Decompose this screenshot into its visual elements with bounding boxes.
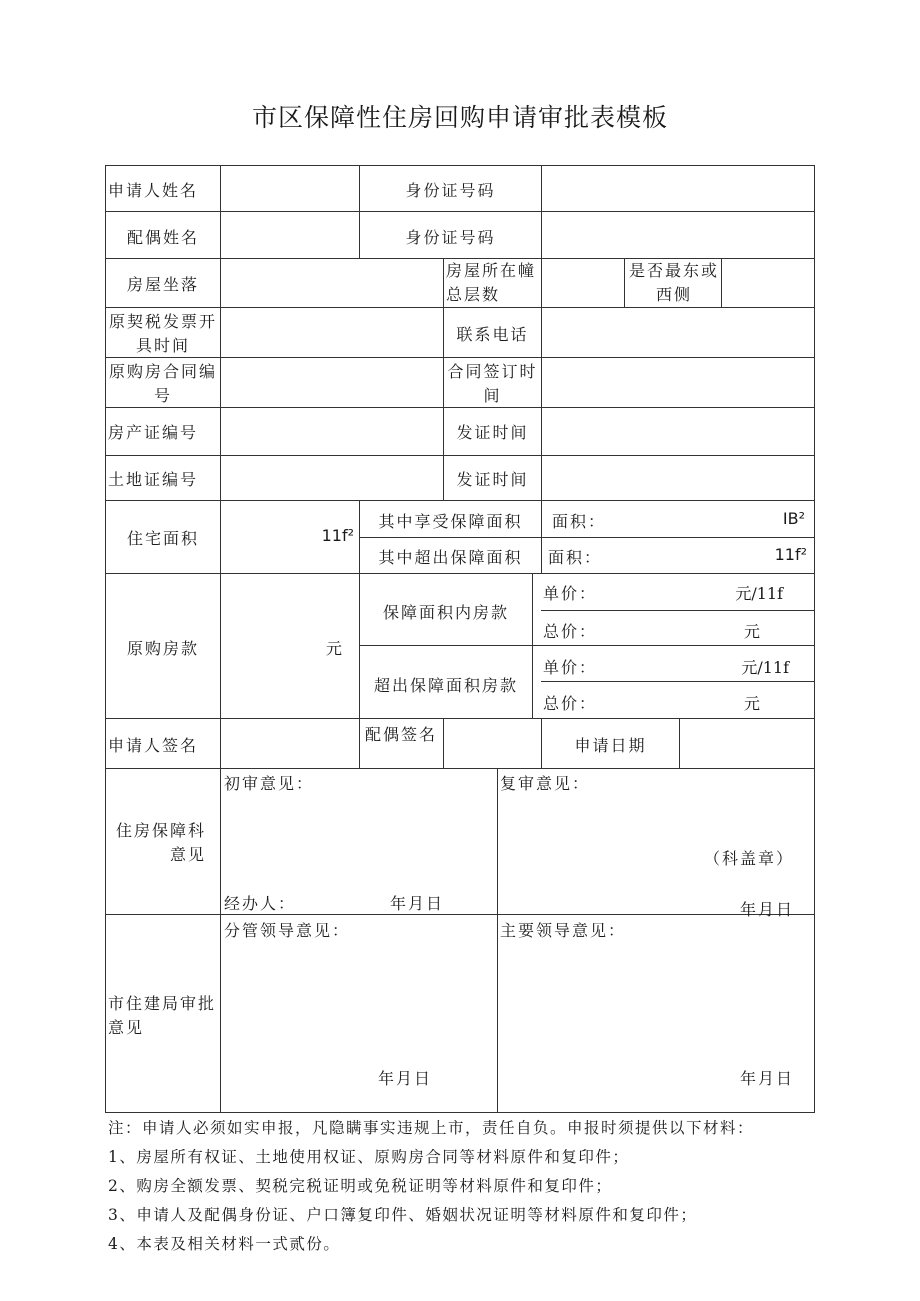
- east-west-side-label: 是否最东或西侧: [628, 261, 719, 304]
- row-divider: [105, 500, 815, 501]
- guaranteed-area-field-label: 面积：: [552, 512, 607, 531]
- total-price-field-1[interactable]: 元: [743, 622, 762, 641]
- property-cert-no-field[interactable]: [221, 408, 443, 455]
- housing-section-opinion-label: 住房保障科意见: [115, 821, 206, 864]
- guaranteed-area-unit[interactable]: IB²: [782, 509, 805, 528]
- note-line: 注：申请人必须如实申报，凡隐瞒事实违规上市，责任自负。申报时须提供以下材料：: [108, 1119, 755, 1137]
- excess-area-label: 其中超出保障面积: [378, 548, 523, 567]
- spouse-sign-field[interactable]: [444, 719, 541, 768]
- unit-price-label-1: 单价：: [543, 584, 598, 603]
- applicant-name-field[interactable]: [221, 166, 359, 211]
- excess-price-label: 超出保障面积房款: [373, 676, 518, 695]
- residential-area-label: 住宅面积: [126, 529, 199, 548]
- applicant-sign-field[interactable]: [221, 719, 359, 768]
- house-location-field[interactable]: [221, 259, 443, 307]
- second-review-label: 复审意见：: [500, 774, 591, 793]
- spouse-name-label: 配偶姓名: [126, 228, 199, 247]
- row-divider: [105, 768, 815, 769]
- tax-invoice-time-field[interactable]: [221, 308, 443, 357]
- house-location-label: 房屋坐落: [126, 275, 199, 294]
- main-leader-field[interactable]: [498, 940, 814, 1060]
- bureau-approval-label: 市住建局审批意见: [108, 994, 217, 1037]
- column-divider: [359, 718, 360, 768]
- unit-price-field-2[interactable]: 元/11f: [741, 658, 789, 677]
- date-2: 年月日: [740, 900, 795, 919]
- land-cert-no-label: 土地证编号: [108, 470, 199, 489]
- handler-label: 经办人：: [224, 894, 297, 913]
- row-divider: [359, 537, 815, 538]
- applicant-name-label: 申请人姓名: [108, 181, 199, 200]
- note-line: 2、购房全额发票、契税完税证明或免税证明等材料原件和复印件；: [108, 1177, 613, 1195]
- guaranteed-area-label: 其中享受保障面积: [378, 512, 523, 531]
- property-issue-time-field[interactable]: [542, 408, 814, 455]
- excess-area-field-label: 面积：: [548, 548, 603, 567]
- east-west-side-field[interactable]: [722, 259, 814, 307]
- column-divider: [624, 258, 625, 307]
- land-cert-no-field[interactable]: [221, 456, 443, 500]
- original-price-unit[interactable]: 元: [325, 639, 344, 658]
- total-floors-label: 房屋所在幢总层数: [446, 261, 537, 304]
- total-price-label-1: 总价：: [543, 622, 598, 641]
- row-divider: [359, 645, 815, 646]
- row-divider: [541, 681, 815, 682]
- date-4: 年月日: [740, 1069, 795, 1088]
- id-number-label: 身份证号码: [405, 181, 496, 200]
- note-line: 1、房屋所有权证、土地使用权证、原购房合同等材料原件和复印件；: [108, 1148, 630, 1166]
- total-price-label-2: 总价：: [543, 694, 598, 713]
- table-border-bottom: [105, 1112, 815, 1113]
- total-price-field-2[interactable]: 元: [743, 694, 762, 713]
- leader-in-charge-label: 分管领导意见：: [224, 921, 351, 940]
- row-divider: [541, 610, 815, 611]
- column-divider: [532, 573, 533, 718]
- section-seal-label: （科盖章）: [704, 849, 795, 868]
- page-title: 市区保障性住房回购申请审批表模板: [251, 103, 668, 132]
- note-line: 4、本表及相关材料一式贰份。: [108, 1235, 341, 1253]
- table-border-right: [814, 165, 815, 1113]
- original-price-label: 原购房款: [126, 639, 199, 658]
- contract-sign-time-label: 合同签订时间: [447, 362, 538, 405]
- residential-area-unit[interactable]: 11f²: [321, 526, 354, 545]
- phone-label: 联系电话: [456, 325, 529, 344]
- unit-price-field-1[interactable]: 元/11f: [735, 584, 783, 603]
- main-leader-label: 主要领导意见：: [500, 921, 627, 940]
- applicant-sign-label: 申请人签名: [108, 736, 199, 755]
- property-cert-no-label: 房产证编号: [108, 423, 199, 442]
- spouse-name-field[interactable]: [221, 212, 359, 258]
- contract-sign-time-field[interactable]: [542, 358, 814, 407]
- within-price-label: 保障面积内房款: [382, 603, 509, 622]
- land-issue-time-label: 发证时间: [456, 470, 529, 489]
- land-issue-time-field[interactable]: [542, 456, 814, 500]
- spouse-id-number-field[interactable]: [542, 212, 814, 258]
- property-issue-time-label: 发证时间: [456, 423, 529, 442]
- apply-date-field[interactable]: [680, 719, 814, 768]
- phone-field[interactable]: [542, 308, 814, 357]
- row-divider: [105, 914, 815, 915]
- tax-invoice-time-label: 原契税发票开具时间: [108, 312, 217, 355]
- date-3: 年月日: [378, 1069, 433, 1088]
- first-review-field[interactable]: [221, 790, 497, 885]
- first-review-label: 初审意见：: [224, 774, 315, 793]
- spouse-sign-label: 配偶签名: [365, 725, 438, 744]
- excess-area-unit[interactable]: 11f²: [774, 545, 807, 564]
- note-line: 3、申请人及配偶身份证、户口簿复印件、婚姻状况证明等材料原件和复印件；: [108, 1206, 698, 1224]
- second-review-field[interactable]: [498, 790, 814, 840]
- spouse-id-number-label: 身份证号码: [405, 228, 496, 247]
- contract-no-label: 原购房合同编号: [108, 362, 217, 405]
- date-1: 年月日: [390, 894, 445, 913]
- row-divider: [105, 573, 815, 574]
- contract-no-field[interactable]: [221, 358, 443, 407]
- column-divider: [541, 500, 542, 573]
- unit-price-label-2: 单价：: [543, 658, 598, 677]
- leader-in-charge-field[interactable]: [221, 940, 497, 1060]
- total-floors-field[interactable]: [542, 259, 624, 307]
- apply-date-label: 申请日期: [574, 736, 647, 755]
- id-number-field[interactable]: [542, 166, 814, 211]
